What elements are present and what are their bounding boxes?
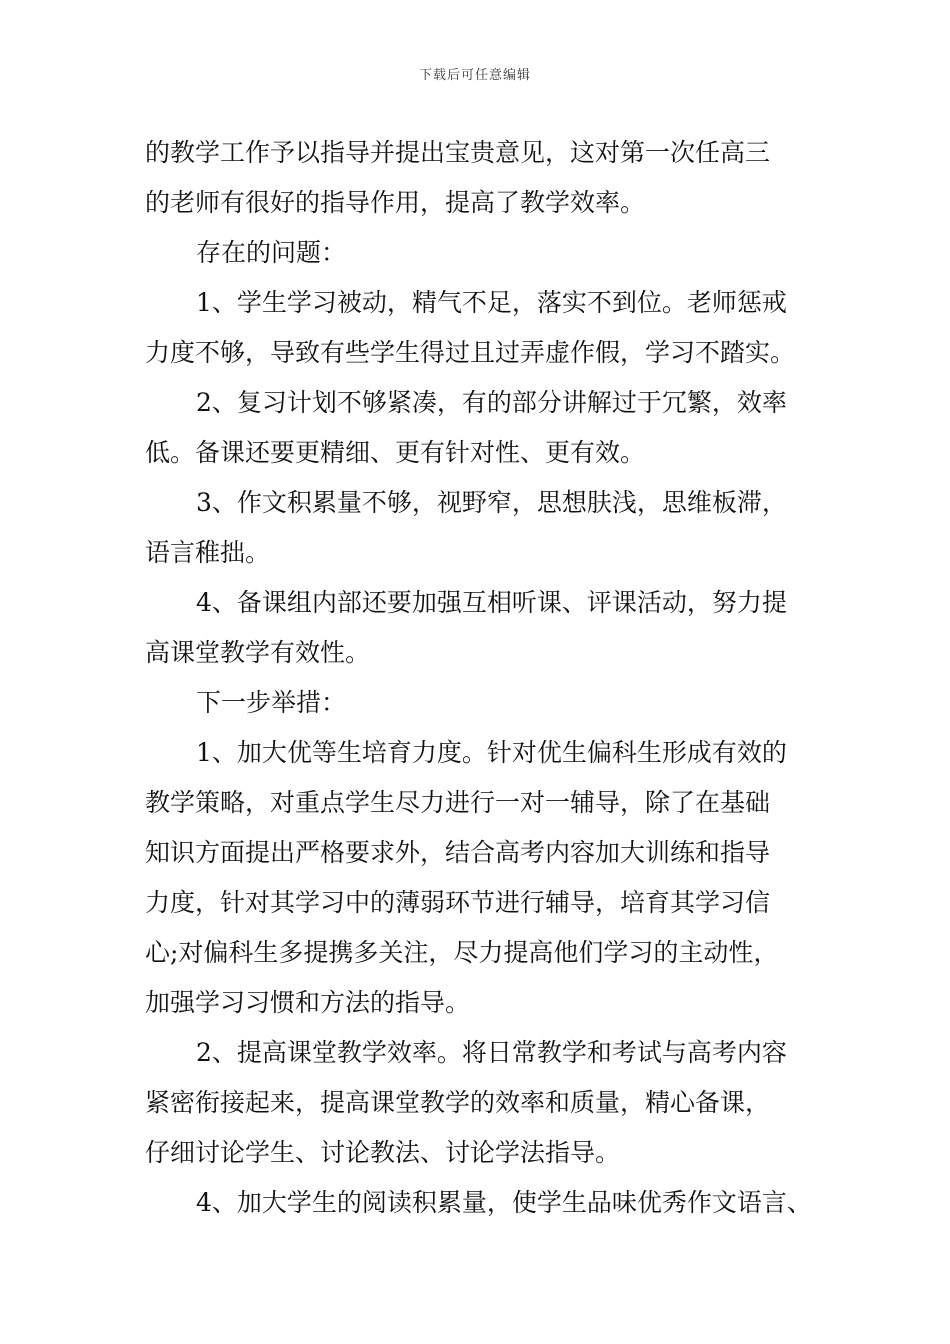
section-heading: 存在的问题： [196,238,347,267]
document-body [145,128,825,1228]
text-line: 2、复习计划不够紧凑，有的部分讲解过于冗繁，效率 [196,388,787,417]
text-line: 的老师有很好的指导作用，提高了教学效率。 [145,188,646,217]
text-line: 4、备课组内部还要加强互相听课、评课活动，努力提 [196,588,787,617]
text-line: 力度不够，导致有些学生得过且过弄虚作假，学习不踏实。 [145,338,796,367]
text-line: 1、加大优等生培育力度。针对优生偏科生形成有效的 [196,738,787,767]
page-header: 下载后可任意编辑 [418,68,531,83]
text-line: 紧密衔接起来，提高课堂教学的效率和质量，精心备课， [145,1088,771,1117]
text-line: 2、提高课堂教学效率。将日常教学和考试与高考内容 [196,1038,787,1067]
text-line: 语言稚拙。 [145,538,271,567]
text-line: 1、学生学习被动，精气不足，落实不到位。老师惩戒 [196,288,787,317]
section-heading: 下一步举措： [196,688,347,717]
text-line: 仔细讨论学生、讨论教法、讨论学法指导。 [145,1138,621,1167]
text-line: 4、加大学生的阅读积累量，使学生品味优秀作文语言、 [196,1188,812,1217]
text-line: 的教学工作予以指导并提出宝贵意见，这对第一次任高三 [145,138,771,167]
text-line: 力度，针对其学习中的薄弱环节进行辅导，培育其学习信 [145,888,771,917]
text-line: 低。备课还要更精细、更有针对性、更有效。 [145,438,646,467]
text-line: 心;对偏科生多提携多关注，尽力提高他们学习的主动性， [145,938,779,967]
text-line: 加强学习习惯和方法的指导。 [145,988,471,1017]
text-line: 教学策略，对重点学生尽力进行一对一辅导，除了在基础 [145,788,771,817]
text-line: 3、作文积累量不够，视野窄，思想肤浅，思维板滞， [196,488,787,517]
text-line: 高课堂教学有效性。 [145,638,371,667]
text-line: 知识方面提出严格要求外，结合高考内容加大训练和指导 [145,838,771,867]
